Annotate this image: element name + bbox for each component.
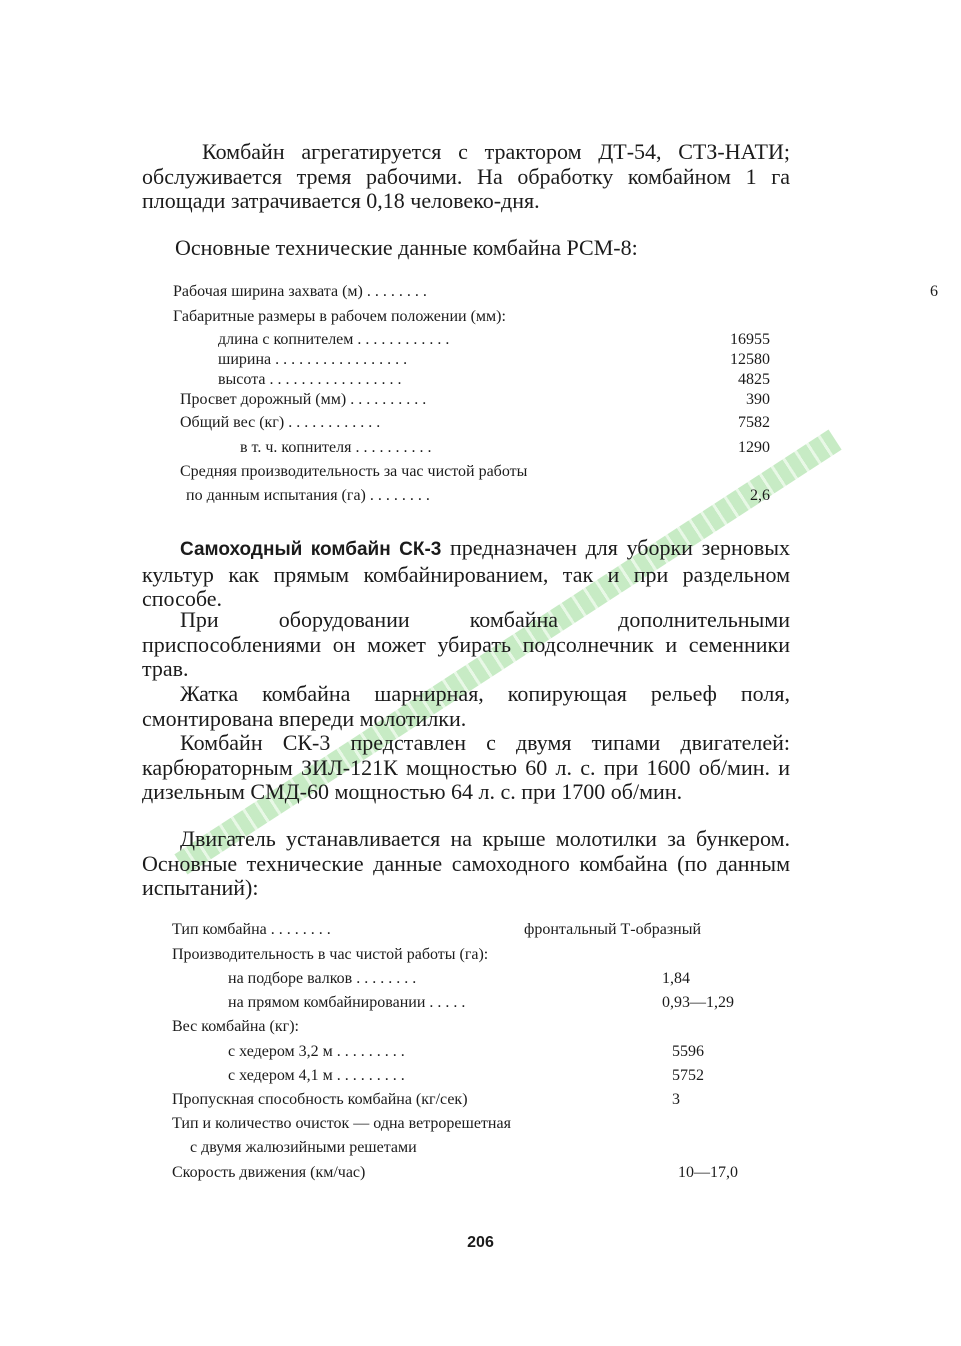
spec-value: 1290 [738, 439, 770, 456]
spec-value: 5596 [672, 1043, 704, 1060]
spec-value: 4825 [738, 371, 770, 388]
page-number: 206 [467, 1234, 494, 1251]
spec-value: 12580 [730, 351, 770, 368]
sk3-paragraph-1: Самоходный комбайн СК-3 предназначен для уборки зерновых культур как прямым комбайнированием, так и при раздельном способе. [142, 535, 791, 611]
spec-value: 390 [746, 391, 770, 408]
intro-paragraph: Комбайн агрегатируется с трактором ДТ-54, СТЗ-НАТИ; обслуживается тремя рабочими. На обработку комбайном 1 га площади затрачивается 0,18 человеко-дня. [142, 139, 790, 213]
spec-value: фронтальный Т-образный [524, 921, 702, 938]
spec-value: 5752 [672, 1067, 704, 1084]
spec-value: 16955 [730, 331, 770, 348]
book-page: Комбайн агрегатируется с трактором ДТ-54, СТЗ-НАТИ; обслуживается тремя рабочими. На обработку комбайном 1 га площади затрачивается 0,18 человеко-дня. Основные технические данные комбайна РСМ-8: Рабочая ширина захвата (м) . . . . . . . . 6 Габаритные размеры в рабочем положении (мм): длина с копнителем . . . . . . . . . . . . 16955 ширина . . . . . . . . . . . . . . . . . 12580 высота . . . . . . . . . . . . . . . . . 4825 Просвет дорожный (мм) . . . . . . . . . . 390 Общий вес (кг) . . . . . . . . . . . . 7582 в т. ч. копнителя . . . . . . . . . . 1290 Средняя производительность за час чистой работы по данным испытания (га) . . . . . . . . 2,6 Самоходный комбайн СК-3 предназначен для уборки зерновых культур как прямым комбайнированием, так и при раздельном способе. При оборудовании комбайна дополнительными приспособлениями он может убирать подсолнечник и семенники трав. Жатка комбайна шарнирная, копирующая рельеф поля, смонтирована впереди молотилки. Комбайн СК-3 представлен с двумя типами двигателей: карбюраторным ЗИЛ-121К мощностью 60 л. с. при 1600 об/мин. и дизельным СМД-60 мощностью 64 л. с. при 1700 об/мин. Двигатель устанавливается на крыше молотилки за бункером. Основные технические данные самоходного комбайна (по данным испытаний): Тип комбайна . . . . . . . . фронтальный Т-образный Производительность в час чистой работы (га): на подборе валков . . . . . . . . 1,84 на прямом комбайнировании . . . . . 0,93—1,29 Вес комбайна (кг): с хедером 3,2 м . . . . . . . . . 5596 с хедером 4,1 м . . . . . . . . . 5752 Пропускная способность комбайна (кг/сек) 3 Тип и количество очисток — одна ветрорешетная с двумя жалюзийными решетами Скорость движения (км/час) 10—17,0 206 [0, 0, 961, 1346]
sk3-lead-title: Самоходный комбайн СК-3 [180, 539, 442, 560]
spec-value: 3 [672, 1091, 680, 1108]
rsm8-heading: Основные технические данные комбайна РСМ-8: [175, 235, 638, 260]
spec-value: 2,6 [750, 487, 770, 504]
spec-value: 7582 [738, 414, 770, 431]
spec-value: 1,84 [662, 970, 690, 987]
spec-value: 10—17,0 [678, 1164, 738, 1181]
spec-value: 0,93—1,29 [662, 994, 734, 1011]
sk3-paragraph-4: Комбайн СК-3 представлен с двумя типами двигателей: карбюраторным ЗИЛ-121К мощностью 60 л. с. при 1600 об/мин. и дизельным СМД-60 мощностью 64 л. с. при 1700 об/мин. [142, 730, 790, 804]
spec-value: 6 [930, 283, 938, 300]
sk3-paragraph-3: Жатка комбайна шарнирная, копирующая рельеф поля, смонтирована впереди молотилки. [142, 681, 790, 731]
sk3-paragraph-5: Двигатель устанавливается на крыше молотилки за бункером. Основные технические данные самоходного комбайна (по данным испытаний): [142, 826, 790, 900]
sk3-paragraph-2: При оборудовании комбайна дополнительными приспособлениями он может убирать подсолнечник и семенники трав. [142, 607, 790, 681]
